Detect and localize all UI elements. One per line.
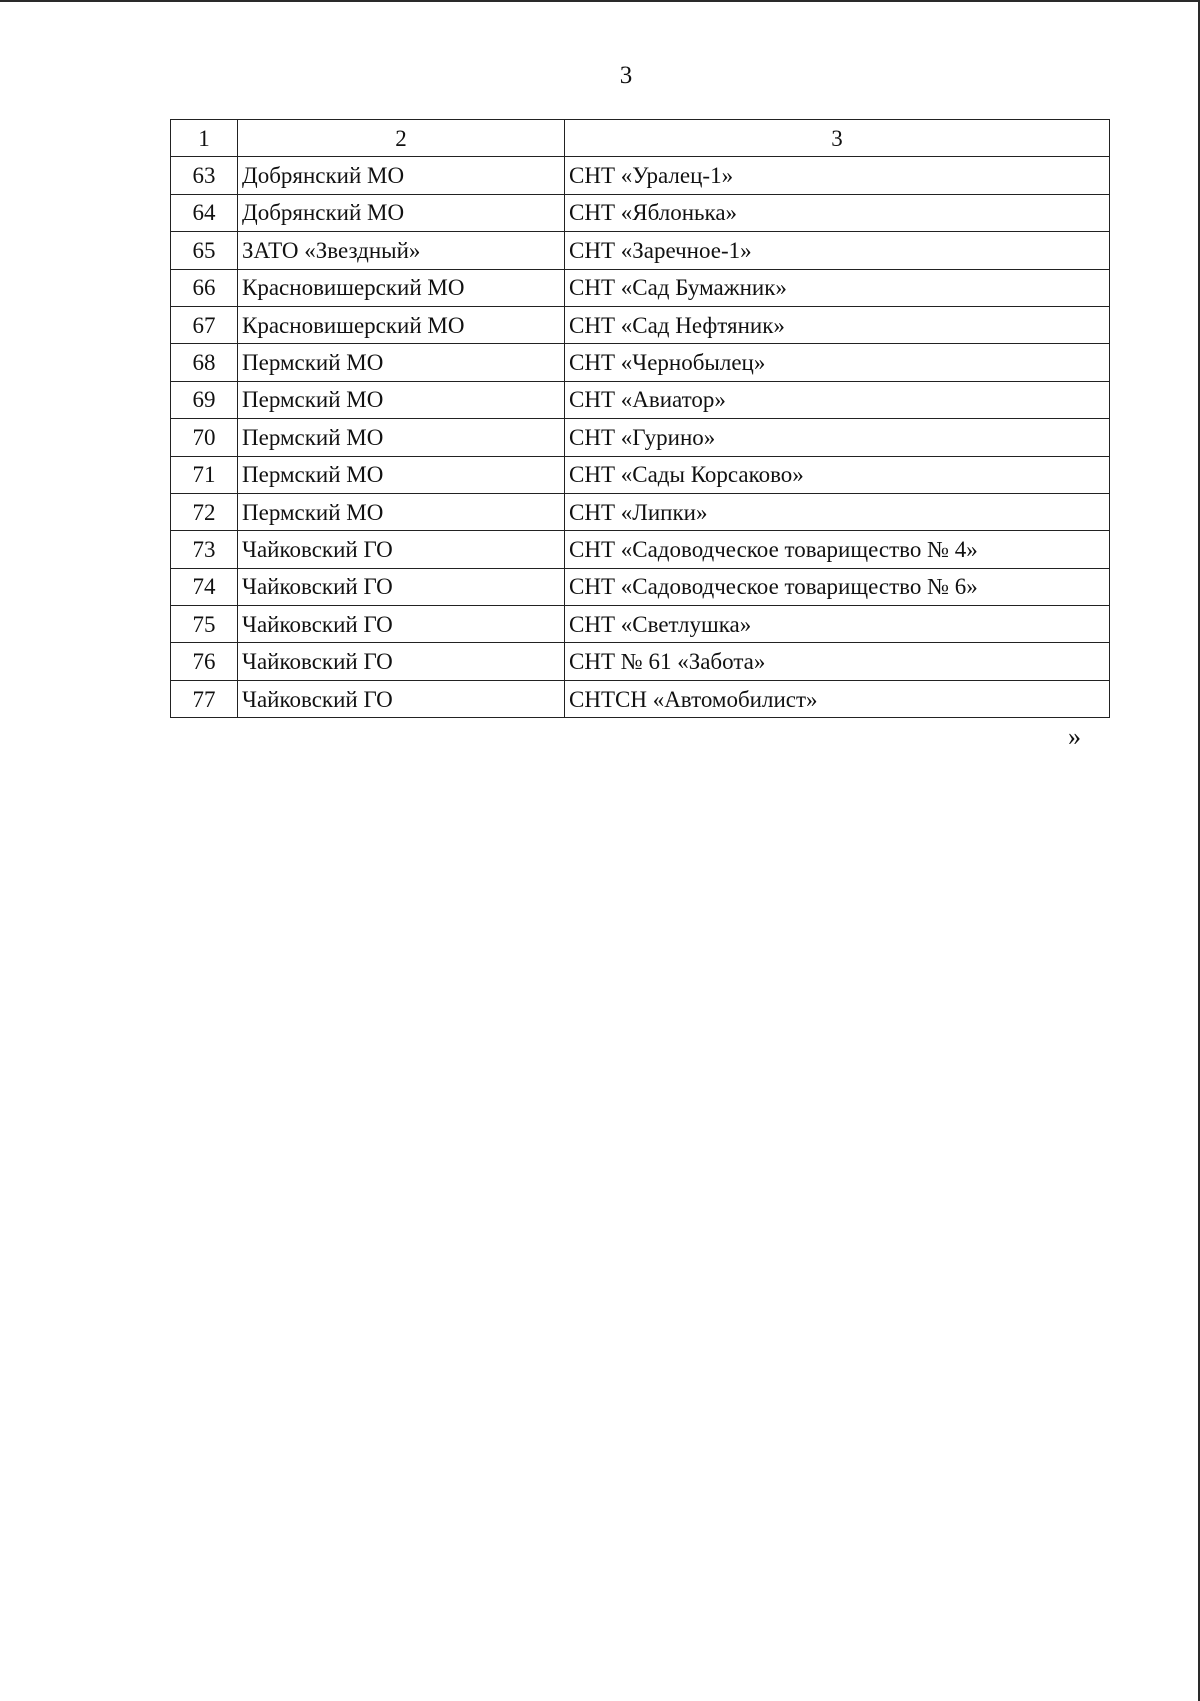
table-row <box>171 680 1110 717</box>
municipality-cell: Чайковский ГО <box>238 680 565 717</box>
table-row <box>171 269 1110 306</box>
row-number-cell: 72 <box>171 493 238 530</box>
municipality-cell: Чайковский ГО <box>238 643 565 680</box>
municipality-cell: Пермский МО <box>238 493 565 530</box>
row-number-cell: 65 <box>171 232 238 269</box>
organization-cell: СНТ «Гурино» <box>565 419 1110 456</box>
table-header-row <box>171 120 1110 157</box>
table-row <box>171 643 1110 680</box>
row-number-cell: 68 <box>171 344 238 381</box>
municipality-cell: Красновишерский МО <box>238 269 565 306</box>
municipality-cell: Чайковский ГО <box>238 531 565 568</box>
organization-cell: СНТ № 61 «Забота» <box>565 643 1110 680</box>
row-number-cell: 75 <box>171 606 238 643</box>
organization-cell: СНТ «Садоводческое товарищество № 4» <box>565 531 1110 568</box>
row-number-cell: 77 <box>171 680 238 717</box>
row-number-cell: 67 <box>171 306 238 343</box>
table-row <box>171 306 1110 343</box>
organization-cell: СНТСН «Автомобилист» <box>565 680 1110 717</box>
municipality-cell: Добрянский МО <box>238 157 565 194</box>
organizations-table <box>170 119 1110 718</box>
table-row <box>171 456 1110 493</box>
row-number-cell: 66 <box>171 269 238 306</box>
organization-cell: СНТ «Сад Бумажник» <box>565 269 1110 306</box>
table-row <box>171 381 1110 418</box>
municipality-cell: Чайковский ГО <box>238 606 565 643</box>
table-row <box>171 157 1110 194</box>
organization-cell: СНТ «Садоводческое товарищество № 6» <box>565 568 1110 605</box>
table-row <box>171 531 1110 568</box>
organization-cell: СНТ «Заречное-1» <box>565 232 1110 269</box>
municipality-cell: Пермский МО <box>238 456 565 493</box>
municipality-cell: Пермский МО <box>238 381 565 418</box>
municipality-cell: Красновишерский МО <box>238 306 565 343</box>
header-cell-2: 2 <box>238 120 565 157</box>
table-row <box>171 344 1110 381</box>
organization-cell: СНТ «Сад Нефтяник» <box>565 306 1110 343</box>
organization-cell: СНТ «Липки» <box>565 493 1110 530</box>
page-number: 3 <box>619 62 633 89</box>
scan-edge-top <box>0 0 1200 2</box>
table-row <box>171 568 1110 605</box>
organization-cell: СНТ «Уралец-1» <box>565 157 1110 194</box>
row-number-cell: 74 <box>171 568 238 605</box>
municipality-cell: Чайковский ГО <box>238 568 565 605</box>
organization-cell: СНТ «Светлушка» <box>565 606 1110 643</box>
table-row <box>171 606 1110 643</box>
row-number-cell: 71 <box>171 456 238 493</box>
header-cell-1: 1 <box>171 120 238 157</box>
organization-cell: СНТ «Яблонька» <box>565 194 1110 231</box>
row-number-cell: 63 <box>171 157 238 194</box>
table-row <box>171 419 1110 456</box>
municipality-cell: Добрянский МО <box>238 194 565 231</box>
municipality-cell: Пермский МО <box>238 344 565 381</box>
row-number-cell: 73 <box>171 531 238 568</box>
municipality-cell: ЗАТО «Звездный» <box>238 232 565 269</box>
organization-cell: СНТ «Авиатор» <box>565 381 1110 418</box>
table-row <box>171 493 1110 530</box>
table-row <box>171 194 1110 231</box>
municipality-cell: Пермский МО <box>238 419 565 456</box>
row-number-cell: 76 <box>171 643 238 680</box>
row-number-cell: 69 <box>171 381 238 418</box>
row-number-cell: 70 <box>171 419 238 456</box>
header-cell-3: 3 <box>565 120 1110 157</box>
organization-cell: СНТ «Чернобылец» <box>565 344 1110 381</box>
closing-quote: » <box>1068 722 1081 751</box>
row-number-cell: 64 <box>171 194 238 231</box>
organization-cell: СНТ «Сады Корсаково» <box>565 456 1110 493</box>
table-row <box>171 232 1110 269</box>
